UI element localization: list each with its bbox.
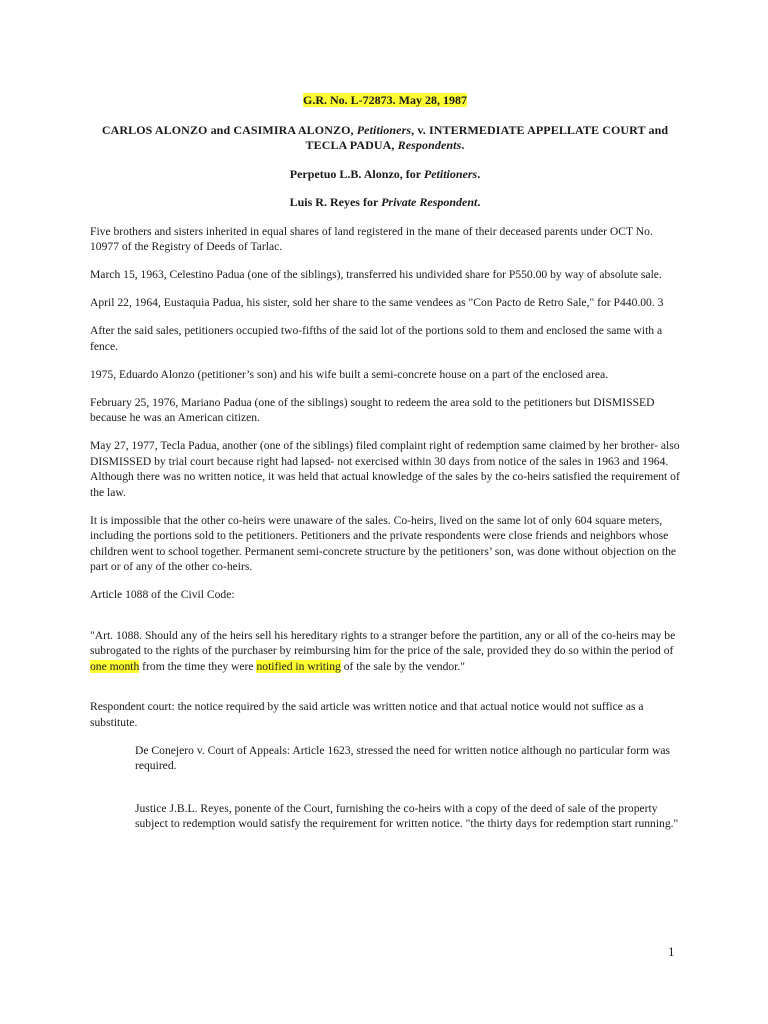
counsel-respondent-name: Luis R. Reyes for xyxy=(289,195,382,209)
quote-part-b: from the time they were xyxy=(139,659,257,673)
case-title-petitioners: Petitioners xyxy=(356,122,412,137)
paragraph-house-built: 1975, Eduardo Alonzo (petitioner’s son) and his wife built a semi-concrete house on a part of the enclosed area. xyxy=(90,367,609,381)
case-title-respondents: Respondents xyxy=(397,138,462,152)
paragraph-tecla-complaint: May 27, 1977, Tecla Padua, another (one of the siblings) filed complaint right of redemption same claimed by her brother- also DISMISSED by trial court because right had lapsed- not exercised within 30 days from notice of the sales in 1963 and 1964. Although there was no written notice, it was held that actual knowledge of the sales by the co-heirs satisfied the requirement of the law. xyxy=(90,439,680,499)
counsel-petitioners xyxy=(90,167,680,183)
case-title-parties-b: , v. INTERMEDIATE APPELLATE COURT and TECLA PADUA, xyxy=(305,122,669,152)
counsel-petitioners-role: Petitioners xyxy=(423,166,478,181)
paragraph-justice-reyes: Justice J.B.L. Reyes, ponente of the Court, furnishing the co-heirs with a copy of the deed of sale of the property subject to redemption would satisfy the requirement for written notice. "the thirty days for redemption start running." xyxy=(135,801,679,830)
paragraph-respondent-court: Respondent court: the notice required by the said article was written notice and that actual notice would not suffice as a substitute. xyxy=(90,700,644,729)
quote-highlight-one-month: one month xyxy=(90,659,140,673)
counsel-respondent-end: . xyxy=(477,195,481,209)
quote-highlight-notified-in-writing: notified in writing xyxy=(256,659,341,673)
page-number: 1 xyxy=(668,944,675,959)
counsel-petitioners-end: . xyxy=(477,166,481,181)
paragraph-inheritance: Five brothers and sisters inherited in equal shares of land registered in the mane of their deceased parents under OCT No. 10977 of the Registry of Deeds of Tarlac. xyxy=(90,224,653,253)
paragraph-article-heading: Article 1088 of the Civil Code: xyxy=(90,588,235,601)
paragraph-de-conejero: De Conejero v. Court of Appeals: Article 1623, stressed the need for written notice although no particular form was required. xyxy=(135,743,670,772)
case-title-end: . xyxy=(461,138,465,152)
quote-part-a: "Art. 1088. Should any of the heirs sell his hereditary rights to a stranger before the partition, any or all of the co-heirs may be subrogated to the rights of the purchaser by reimbursing him for the price of the sale, provided they do so within the period of xyxy=(90,628,676,657)
case-title-parties-a: CARLOS ALONZO and CASIMIRA ALONZO, xyxy=(101,122,357,137)
paragraph-first-sale: March 15, 1963, Celestino Padua (one of the siblings), transferred his undivided share for P550.00 by way of absolute sale. xyxy=(90,268,662,281)
paragraph-mariano-redemption: February 25, 1976, Mariano Padua (one of the siblings) sought to redeem the area sold to the petitioners but DISMISSED because he was an American citizen. xyxy=(90,395,655,424)
case-number xyxy=(90,93,680,109)
counsel-respondent xyxy=(90,195,680,211)
paragraph-co-heirs-awareness: It is impossible that the other co-heirs were unaware of the sales. Co-heirs, lived on the same lot of only 604 square meters, including the portions sold to the petitioners. Petitioners and the private respondents were close friends and neighbors whose children went to school together. Permanent semi-concrete structure by the petitioners’ son, was done without objection on the part or of any of the other co-heirs. xyxy=(90,513,677,573)
case-number-highlight: G.R. No. L-72873. May 28, 1987 xyxy=(303,93,467,107)
article-1088-quote xyxy=(90,628,680,675)
quote-part-c: of the sale by the vendor." xyxy=(340,659,466,673)
case-title xyxy=(90,123,680,154)
document-body xyxy=(90,93,680,859)
counsel-respondent-role: Private Respondent xyxy=(381,195,478,209)
paragraph-second-sale: April 22, 1964, Eustaquia Padua, his sister, sold her share to the same vendees as "Con Pacto de Retro Sale," for P440.00. 3 xyxy=(90,296,664,309)
paragraph-occupation: After the said sales, petitioners occupied two-fifths of the said lot of the portions sold to them and enclosed the same with a fence. xyxy=(90,324,663,353)
counsel-petitioners-name: Perpetuo L.B. Alonzo, for xyxy=(289,166,424,181)
